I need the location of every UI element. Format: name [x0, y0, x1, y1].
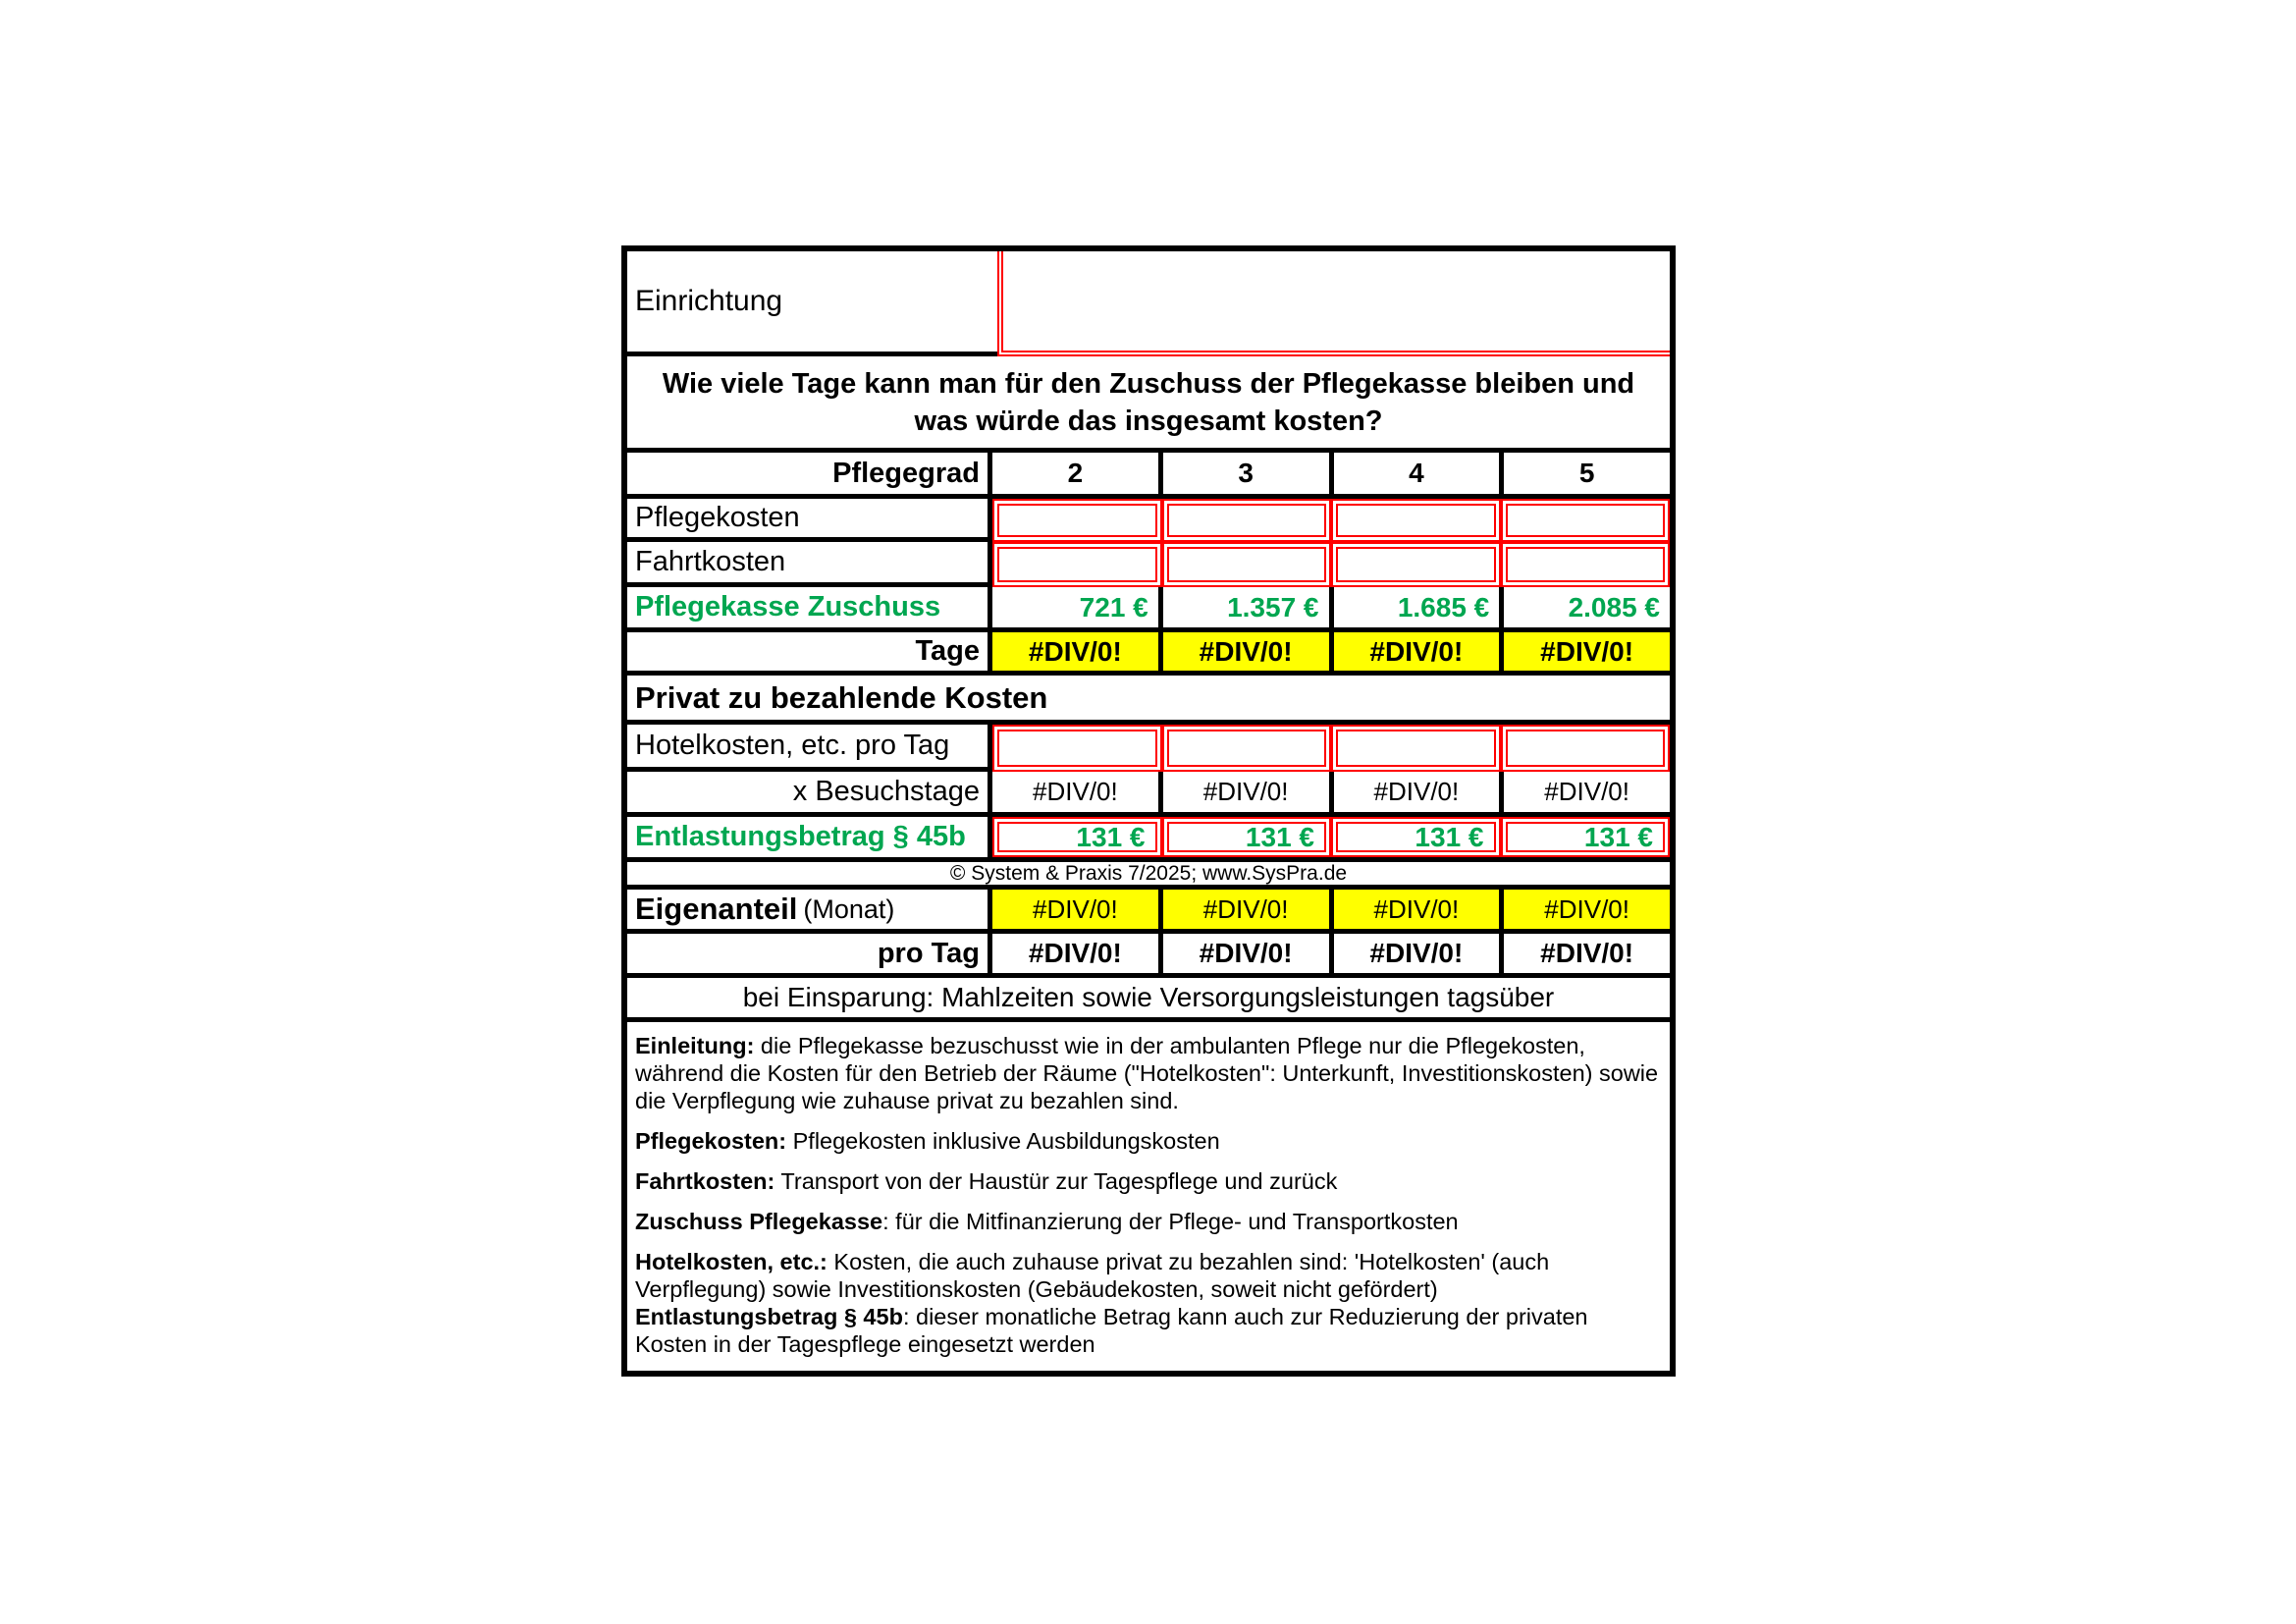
- pro-tag-row: [627, 934, 1670, 978]
- besuchstage-row: [627, 772, 1670, 817]
- grade-col-header-4: 4: [1329, 453, 1500, 494]
- hotelkosten-input-grade4[interactable]: [1331, 725, 1501, 772]
- pflegegrad-label: Pflegegrad: [627, 453, 992, 494]
- einsparung-text: bei Einsparung: Mahlzeiten sowie Versorgungsleistungen tagsüber: [742, 982, 1555, 1012]
- copyright-row: [627, 862, 1670, 890]
- entlastung-value-grade5[interactable]: 131 €: [1501, 817, 1671, 857]
- tagespflege-cost-table: [621, 245, 1676, 1377]
- besuchstage-value-grade2: #DIV/0!: [1033, 777, 1118, 806]
- tage-value-grade2: #DIV/0!: [992, 632, 1158, 671]
- zuschuss-value-grade2: 721 €: [1079, 591, 1148, 623]
- besuchstage-label: x Besuchstage: [627, 772, 992, 812]
- privat-section-row: [627, 676, 1670, 725]
- entlastungsbetrag-label: Entlastungsbetrag § 45b: [627, 817, 992, 857]
- tage-value-grade4: #DIV/0!: [1329, 632, 1500, 671]
- pflegekosten-input-grade3[interactable]: [1162, 499, 1332, 542]
- hotelkosten-input-grade2[interactable]: [992, 725, 1162, 772]
- entlastungsbetrag-row: [627, 817, 1670, 862]
- pro-tag-value-grade2: #DIV/0!: [1028, 938, 1122, 968]
- pflegekasse-zuschuss-row: [627, 587, 1670, 632]
- eigenanteil-value-grade4: #DIV/0!: [1329, 890, 1500, 929]
- besuchstage-value-grade5: #DIV/0!: [1499, 772, 1670, 812]
- fahrtkosten-row: [627, 542, 1670, 587]
- footnotes-block: [627, 1022, 1670, 1371]
- entlastung-value-grade4[interactable]: 131 €: [1331, 817, 1501, 857]
- footnote-zuschuss: Zuschuss Pflegekasse: für die Mitfinanzierung der Pflege- und Transportkosten: [635, 1209, 1459, 1234]
- question-row: [627, 356, 1670, 453]
- fahrtkosten-input-grade4[interactable]: [1331, 542, 1501, 587]
- einrichtung-input-cell[interactable]: [997, 251, 1670, 356]
- einrichtung-row: [627, 251, 1670, 356]
- footnote-entlastungsbetrag: Entlastungsbetrag § 45b: dieser monatliche Betrag kann auch zur Reduzierung der privaten Kosten in der Tagespflege eingesetzt werden: [635, 1304, 1588, 1357]
- pflegekosten-input-grade5[interactable]: [1501, 499, 1671, 542]
- footnote-einleitung: Einleitung: die Pflegekasse bezuschusst wie in der ambulanten Pflege nur die Pflegekosten, während die Kosten für den Betrieb der Räume ("Hotelkosten": Unterkunft, Investitionskosten) sowie die Verpflegung wie zuhause privat zu bezahlen sind.: [635, 1033, 1659, 1113]
- fahrtkosten-input-grade5[interactable]: [1501, 542, 1671, 587]
- hotelkosten-input-grade3[interactable]: [1162, 725, 1332, 772]
- entlastung-value-grade2[interactable]: 131 €: [992, 817, 1162, 857]
- pro-tag-value-grade5: #DIV/0!: [1499, 934, 1670, 973]
- footnote-pflegekosten: Pflegekosten: Pflegekosten inklusive Ausbildungskosten: [635, 1128, 1220, 1154]
- fahrtkosten-input-grade3[interactable]: [1162, 542, 1332, 587]
- eigenanteil-label-monat: (Monat): [803, 893, 895, 924]
- eigenanteil-value-grade2: #DIV/0!: [992, 890, 1158, 929]
- fahrtkosten-input-grade2[interactable]: [992, 542, 1162, 587]
- eigenanteil-label: [627, 890, 992, 929]
- footnotes-row: [627, 1022, 1670, 1371]
- grade-col-header-3: 3: [1158, 453, 1329, 494]
- tage-row: [627, 632, 1670, 676]
- tage-value-grade5: #DIV/0!: [1499, 632, 1670, 671]
- footnote-hotelkosten: Hotelkosten, etc.: Kosten, die auch zuhause privat zu bezahlen sind: 'Hotelkosten' (auch Verpflegung) sowie Investitionskosten (Gebäudekosten, soweit nicht gefördert): [635, 1249, 1550, 1302]
- pflegekosten-label: Pflegekosten: [627, 499, 992, 542]
- pflegegrad-header-row: [627, 453, 1670, 499]
- grade-col-header-5: 5: [1499, 453, 1670, 494]
- einsparung-row: [627, 978, 1670, 1022]
- pflegekosten-input-grade2[interactable]: [992, 499, 1162, 542]
- tage-value-grade3: #DIV/0!: [1158, 632, 1329, 671]
- tage-label: Tage: [627, 632, 992, 671]
- privat-section-title: Privat zu bezahlende Kosten: [635, 679, 1048, 715]
- zuschuss-value-grade4: 1.685 €: [1329, 587, 1500, 627]
- eigenanteil-row: [627, 890, 1670, 934]
- hotelkosten-label: Hotelkosten, etc. pro Tag: [627, 725, 992, 772]
- question-text: Wie viele Tage kann man für den Zuschuss der Pflegekasse bleiben und was würde das insgesamt kosten?: [662, 367, 1635, 437]
- pflegekosten-row: [627, 499, 1670, 542]
- besuchstage-value-grade3: #DIV/0!: [1158, 772, 1329, 812]
- footnote-fahrtkosten: Fahrtkosten: Transport von der Haustür zur Tagespflege und zurück: [635, 1168, 1338, 1194]
- eigenanteil-label-bold: Eigenanteil: [635, 892, 798, 926]
- zuschuss-value-grade5: 2.085 €: [1499, 587, 1670, 627]
- eigenanteil-value-grade3: #DIV/0!: [1158, 890, 1329, 929]
- pflegekosten-input-grade4[interactable]: [1331, 499, 1501, 542]
- einrichtung-label: Einrichtung: [627, 251, 997, 356]
- pro-tag-value-grade3: #DIV/0!: [1158, 934, 1329, 973]
- pro-tag-value-grade4: #DIV/0!: [1329, 934, 1500, 973]
- eigenanteil-value-grade5: #DIV/0!: [1499, 890, 1670, 929]
- fahrtkosten-label: Fahrtkosten: [627, 542, 992, 587]
- hotelkosten-input-grade5[interactable]: [1501, 725, 1671, 772]
- entlastung-value-grade3[interactable]: 131 €: [1162, 817, 1332, 857]
- hotelkosten-row: [627, 725, 1670, 772]
- pflegekasse-zuschuss-label: Pflegekasse Zuschuss: [627, 587, 992, 627]
- grade-col-header-2: 2: [1067, 458, 1084, 488]
- copyright-text: © System & Praxis 7/2025; www.SysPra.de: [949, 861, 1348, 885]
- pro-tag-label: pro Tag: [627, 934, 992, 973]
- besuchstage-value-grade4: #DIV/0!: [1329, 772, 1500, 812]
- zuschuss-value-grade3: 1.357 €: [1158, 587, 1329, 627]
